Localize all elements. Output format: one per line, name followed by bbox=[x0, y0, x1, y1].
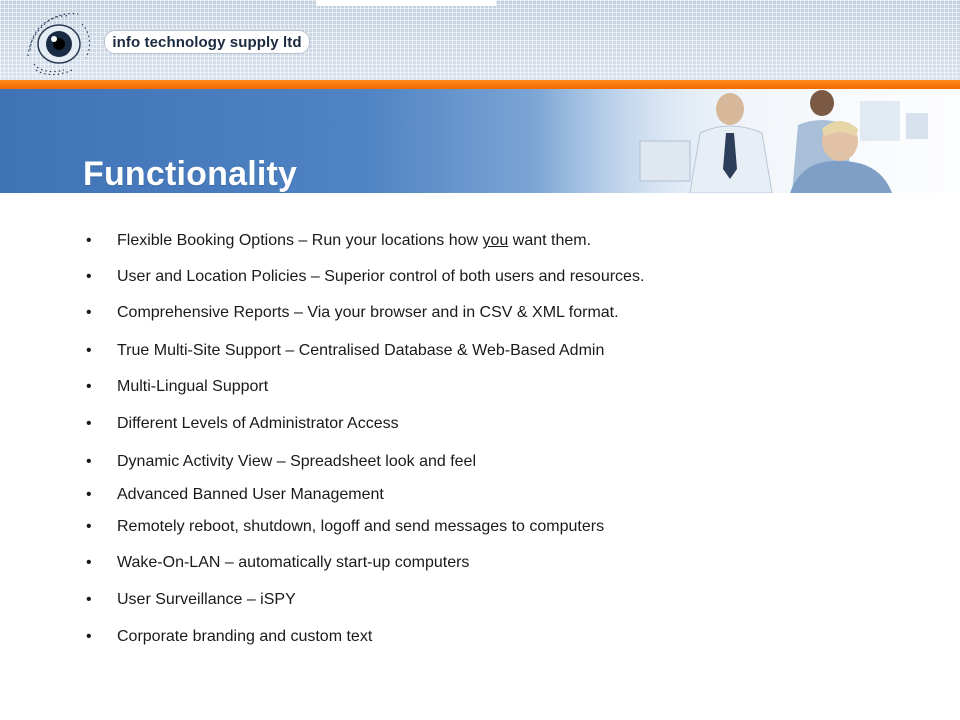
bullet-icon: • bbox=[86, 268, 92, 285]
eye-logo-icon bbox=[24, 6, 96, 78]
slide-title: Functionality bbox=[83, 155, 298, 193]
bullet-icon: • bbox=[86, 518, 92, 535]
bullet-icon: • bbox=[86, 342, 92, 359]
list-item bbox=[86, 303, 619, 323]
bullet-text: User and Location Policies – Superior control of both users and resources. bbox=[117, 268, 645, 285]
bullet-icon: • bbox=[86, 304, 92, 321]
bullet-icon: • bbox=[86, 554, 92, 571]
bullet-text: Corporate branding and custom text bbox=[117, 628, 373, 645]
bullet-text: Dynamic Activity View – Spreadsheet look and feel bbox=[117, 453, 477, 470]
list-item bbox=[86, 377, 268, 397]
bullet-text: Remotely reboot, shutdown, logoff and send messages to computers bbox=[117, 518, 605, 535]
bullet-icon: • bbox=[86, 232, 92, 249]
orange-stripe bbox=[0, 80, 960, 89]
company-name: info technology supply ltd bbox=[112, 33, 302, 51]
company-name-badge bbox=[104, 30, 310, 54]
office-people-photo bbox=[540, 89, 960, 193]
bullet-text: Comprehensive Reports – Via your browser and in CSV & XML format. bbox=[117, 304, 619, 321]
list-item bbox=[86, 517, 604, 537]
list-item bbox=[86, 452, 476, 472]
list-item bbox=[86, 341, 604, 361]
list-item bbox=[86, 553, 469, 573]
list-item bbox=[86, 231, 591, 251]
bullet-text-emphasis: you bbox=[482, 232, 509, 249]
list-item bbox=[86, 590, 296, 610]
bullet-text-pre: Flexible Booking Options – Run your locations how bbox=[117, 232, 483, 249]
list-item bbox=[86, 485, 384, 505]
bullet-text: True Multi-Site Support – Centralised Database & Web-Based Admin bbox=[117, 342, 605, 359]
list-item bbox=[86, 267, 644, 287]
list-item bbox=[86, 627, 372, 647]
list-item bbox=[86, 414, 399, 434]
bullet-icon: • bbox=[86, 486, 92, 503]
bullet-icon: • bbox=[86, 591, 92, 608]
header-notch bbox=[316, 0, 496, 6]
bullet-text: Advanced Banned User Management bbox=[117, 486, 384, 503]
bullet-text: User Surveillance – iSPY bbox=[117, 591, 296, 608]
bullet-icon: • bbox=[86, 415, 92, 432]
bullet-text: Multi-Lingual Support bbox=[117, 378, 269, 395]
bullet-text-post: want them. bbox=[508, 232, 592, 249]
bullet-text: Different Levels of Administrator Access bbox=[117, 415, 399, 432]
bullet-icon: • bbox=[86, 453, 92, 470]
bullet-icon: • bbox=[86, 378, 92, 395]
bullet-icon: • bbox=[86, 628, 92, 645]
bullet-text: Wake-On-LAN – automatically start-up computers bbox=[117, 554, 470, 571]
